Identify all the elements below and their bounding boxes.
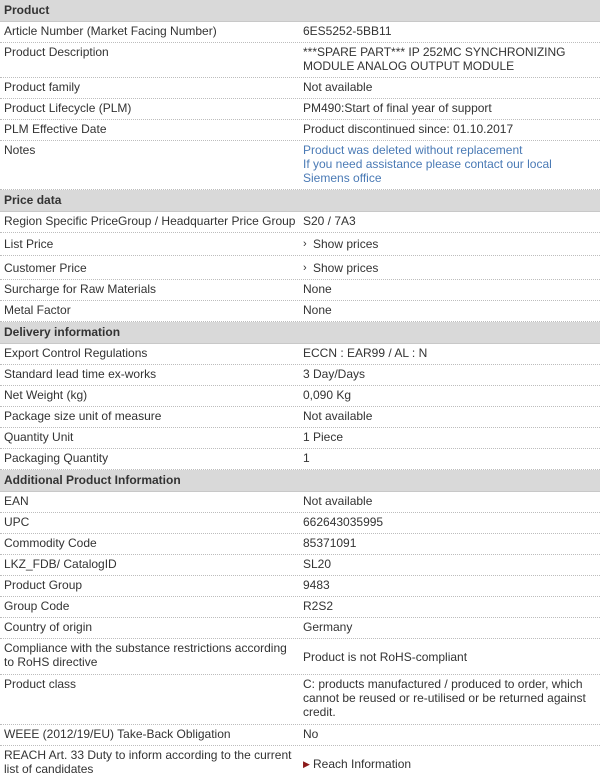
table-row xyxy=(0,233,600,256)
table-row xyxy=(0,43,600,78)
row-value: None xyxy=(303,303,332,317)
section-header-delivery: Delivery information xyxy=(0,322,600,344)
triangle-right-icon: ▶ xyxy=(303,758,310,769)
label-line: REACH Art. 33 Duty to inform according to the current xyxy=(4,748,292,762)
row-label: Product class xyxy=(4,677,77,691)
row-value: Product discontinued since: 01.10.2017 xyxy=(303,122,514,136)
table-row xyxy=(0,120,600,141)
table-row xyxy=(0,256,600,280)
row-label: Export Control Regulations xyxy=(4,346,148,360)
table-row xyxy=(0,675,600,725)
row-value: SL20 xyxy=(303,557,332,571)
chevron-right-icon: › xyxy=(303,261,307,274)
table-row xyxy=(0,618,600,639)
row-value: R2S2 xyxy=(303,599,334,613)
row-label: Product Lifecycle (PLM) xyxy=(4,101,132,115)
label-line: Compliance with the substance restrictions according xyxy=(4,641,287,655)
section-header-additional: Additional Product Information xyxy=(0,470,600,492)
row-value: 3 Day/Days xyxy=(303,367,366,381)
row-value: Not available xyxy=(303,80,373,94)
row-label: Surcharge for Raw Materials xyxy=(4,282,157,296)
contact-link[interactable]: Siemens office xyxy=(303,171,382,185)
row-value: 0,090 Kg xyxy=(303,388,352,402)
reach-information-link[interactable] xyxy=(303,757,411,771)
row-label xyxy=(0,746,303,781)
row-value: Product is not RoHS-compliant xyxy=(303,649,468,664)
row-label: Notes xyxy=(4,143,36,157)
row-label: Package size unit of measure xyxy=(4,409,162,423)
row-label: Commodity Code xyxy=(4,536,97,550)
row-value: Not available xyxy=(303,409,373,423)
row-label: Region Specific PriceGroup / Headquarter Price Group xyxy=(4,214,296,228)
value-line: C: products manufactured / produced to order, which xyxy=(303,677,583,691)
link-label: Reach Information xyxy=(313,756,412,771)
section-header-product: Product xyxy=(0,0,600,22)
value-line: Product was deleted without replacement xyxy=(303,143,523,157)
row-label: Product Description xyxy=(4,45,109,59)
notes-value xyxy=(303,141,600,189)
row-label: Country of origin xyxy=(4,620,93,634)
row-value: 1 xyxy=(303,451,310,465)
row-value: 85371091 xyxy=(303,536,357,550)
value-line: ***SPARE PART*** IP 252MC SYNCHRONIZING xyxy=(303,45,566,59)
show-prices-link[interactable] xyxy=(303,261,378,275)
row-label: WEEE (2012/19/EU) Take-Back Obligation xyxy=(4,727,231,741)
table-row xyxy=(0,725,600,746)
row-value: S20 / 7A3 xyxy=(303,214,356,228)
table-row xyxy=(0,280,600,301)
row-label: Article Number (Market Facing Number) xyxy=(4,24,217,38)
row-value: Not available xyxy=(303,494,373,508)
label-line: list of candidates xyxy=(4,762,94,776)
row-value: No xyxy=(303,727,319,741)
reach-value xyxy=(303,746,600,781)
row-label: Quantity Unit xyxy=(4,430,74,444)
row-label: EAN xyxy=(4,494,29,508)
section-header-price: Price data xyxy=(0,190,600,212)
row-label: Product Group xyxy=(4,578,83,592)
table-row xyxy=(0,386,600,407)
table-row xyxy=(0,513,600,534)
table-row xyxy=(0,555,600,576)
table-row xyxy=(0,746,600,781)
row-label: Standard lead time ex-works xyxy=(4,367,157,381)
row-label: Metal Factor xyxy=(4,303,71,317)
table-row xyxy=(0,365,600,386)
row-label: UPC xyxy=(4,515,30,529)
table-row xyxy=(0,99,600,120)
table-row xyxy=(0,597,600,618)
value-line: MODULE ANALOG OUTPUT MODULE xyxy=(303,59,515,73)
contact-link[interactable]: If you need assistance please contact our local xyxy=(303,157,552,171)
value-line: credit. xyxy=(303,705,336,719)
row-value: Germany xyxy=(303,620,353,634)
table-row xyxy=(0,78,600,99)
label-line: to RoHS directive xyxy=(4,655,98,669)
list-price-value xyxy=(303,233,600,255)
row-label: PLM Effective Date xyxy=(4,122,107,136)
table-row xyxy=(0,301,600,322)
row-value: ECCN : EAR99 / AL : N xyxy=(303,346,428,360)
table-row xyxy=(0,212,600,233)
row-label: Customer Price xyxy=(4,260,87,275)
table-row xyxy=(0,639,600,675)
table-row xyxy=(0,576,600,597)
product-class-value xyxy=(303,675,600,724)
row-value: 662643035995 xyxy=(303,515,384,529)
row-label: Group Code xyxy=(4,599,70,613)
customer-price-value xyxy=(303,256,600,279)
table-row xyxy=(0,344,600,365)
table-row xyxy=(0,492,600,513)
link-label: Show prices xyxy=(313,260,379,275)
product-description-value xyxy=(303,43,600,77)
link-label: Show prices xyxy=(313,237,379,251)
row-label: Product family xyxy=(4,80,81,94)
table-row xyxy=(0,534,600,555)
row-value: 9483 xyxy=(303,578,330,592)
article-number-value: 6ES5252-5BB11 xyxy=(303,24,392,38)
row-label xyxy=(0,639,303,674)
row-value: 1 Piece xyxy=(303,430,344,444)
table-row xyxy=(0,141,600,190)
table-row xyxy=(0,407,600,428)
show-prices-link[interactable] xyxy=(303,237,378,251)
row-label: LKZ_FDB/ CatalogID xyxy=(4,557,117,571)
chevron-right-icon: › xyxy=(303,238,307,250)
row-label: List Price xyxy=(4,237,54,251)
row-label: Net Weight (kg) xyxy=(4,388,88,402)
row-value: None xyxy=(303,282,332,296)
table-row xyxy=(0,449,600,470)
row-value: PM490:Start of final year of support xyxy=(303,101,492,115)
value-line: cannot be reused or re-utilised or be returned against xyxy=(303,691,586,705)
row-label: Packaging Quantity xyxy=(4,451,109,465)
table-row xyxy=(0,22,600,43)
table-row xyxy=(0,428,600,449)
